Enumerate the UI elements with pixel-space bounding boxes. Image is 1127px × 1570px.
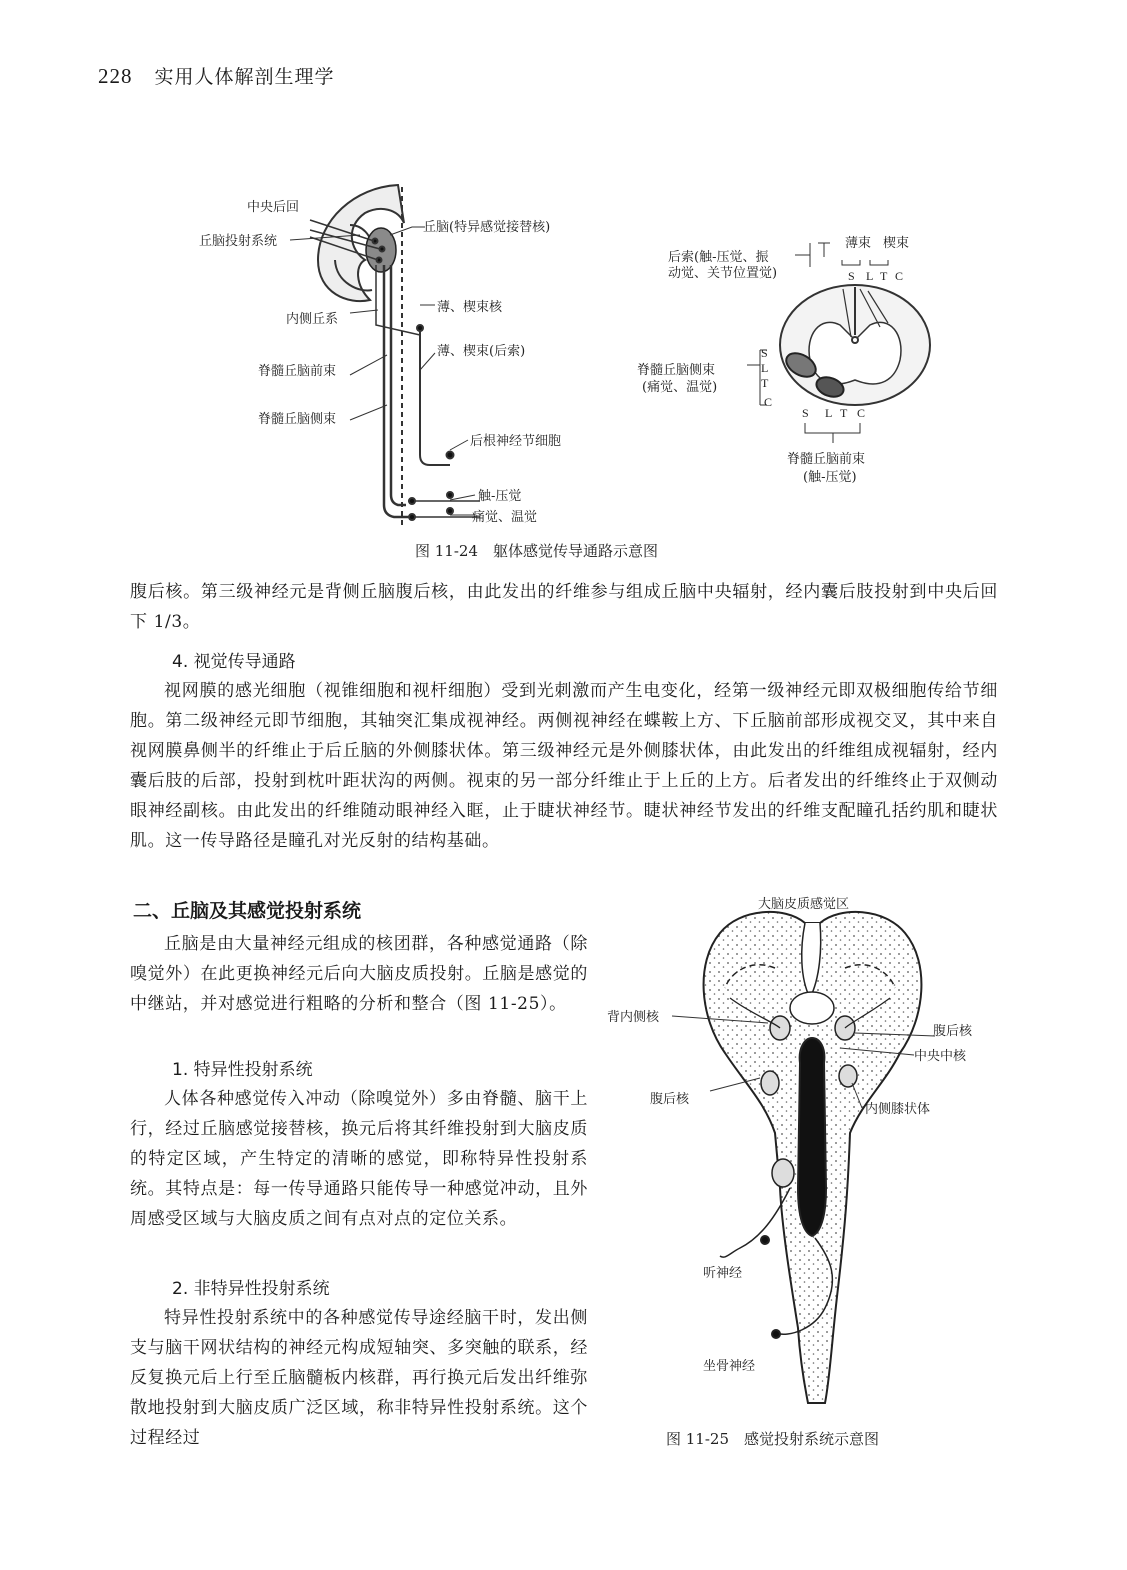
label-posterior-column-line2: 动觉、关节位置觉) — [668, 266, 778, 281]
heading-specific-projection: 1. 特异性投射系统 — [172, 1060, 313, 1080]
heading-nonspecific-projection: 2. 非特异性投射系统 — [172, 1279, 330, 1299]
label-lateral-spinothalamic: 脊髓丘脑侧束 — [258, 412, 337, 427]
label-t-top: T — [880, 269, 888, 283]
label-ventral-posterior-right: 腹后核 — [933, 1024, 973, 1039]
paragraph-specific-projection: 人体各种感觉传入冲动（除嗅觉外）多由脊髓、脑干上行，经过丘脑感觉接替核，换元后将其纤维投射到大脑皮质的特定区域，产生特定的清晰的感觉，即称特异性投射系统。其特点是：每一传导通路只能传导一种感觉冲动，且外周感受区域与大脑皮质之间有点对点的定位关系。 — [130, 1089, 588, 1229]
label-anterior-spinothalamic: 脊髓丘脑前束 — [258, 364, 337, 379]
page-number: 228 — [98, 64, 133, 88]
label-gracile-cuneate-fasciculi: 薄、楔束(后索) — [437, 344, 526, 359]
heading-visual-pathway: 4. 视觉传导通路 — [172, 652, 296, 672]
label-l-top: L — [866, 269, 874, 283]
label-sciatic-nerve: 坐骨神经 — [703, 1359, 756, 1374]
running-header — [98, 62, 335, 89]
label-c-bottom: C — [857, 406, 866, 420]
label-ventral-posterior-left: 腹后核 — [650, 1092, 690, 1107]
label-l-bottom: L — [825, 406, 833, 420]
paragraph-ventral-posterior: 腹后核。第三级神经元是背侧丘脑腹后核，由此发出的纤维参与组成丘脑中央辐射，经内囊后肢投射到中央后回下 1/3。 — [130, 582, 998, 632]
label-anterior-tract-line2: (触-压觉) — [803, 470, 857, 485]
label-gracile-fasciculus: 薄束 — [845, 236, 872, 251]
label-lateral-tract-line1: 脊髓丘脑侧束 — [637, 363, 716, 378]
caption-fig-11-24: 图 11-24 躯体感觉传导通路示意图 — [415, 542, 659, 560]
label-t-side: T — [761, 376, 769, 390]
paragraph-thalamus-intro: 丘脑是由大量神经元组成的核团群，各种感觉通路（除嗅觉外）在此更换神经元后向大脑皮质投射。丘脑是感觉的中继站，并对感觉进行粗略的分析和整合（图 11-25）。 — [130, 934, 588, 1014]
caption-fig-11-25: 图 11-25 感觉投射系统示意图 — [666, 1430, 880, 1448]
label-lateral-tract-line2: (痛觉、温觉) — [642, 380, 718, 395]
label-postcentral-gyrus: 中央后回 — [247, 200, 300, 215]
figure-11-24 — [150, 165, 940, 535]
label-centromedian-nucleus: 中央中核 — [914, 1049, 967, 1064]
label-posterior-column-line1: 后索(触-压觉、振 — [668, 250, 769, 265]
spinal-cord-cross-section — [780, 285, 930, 405]
label-t-bottom: T — [840, 406, 848, 420]
label-cortex-sensory-area: 大脑皮质感觉区 — [758, 897, 850, 912]
label-s-top: S — [848, 269, 855, 283]
brain-stem-drawing — [704, 912, 922, 1403]
label-s-bottom: S — [802, 406, 809, 420]
label-thalamus-relay: 丘脑(特异感觉接替核) — [423, 220, 551, 235]
label-auditory-nerve: 听神经 — [703, 1266, 743, 1281]
section-heading-thalamus: 二、丘脑及其感觉投射系统 — [133, 900, 362, 922]
paragraph-nonspecific-projection: 特异性投射系统中的各种感觉传导途经脑干时，发出侧支与脑干网状结构的神经元构成短轴突、多突触的联系，经反复换元后上行至丘脑髓板内核群，再行换元后发出纤维弥散地投射到大脑皮质广泛区域，称非特异性投射系统。这个过程经过 — [130, 1308, 588, 1448]
label-c-side: C — [764, 395, 773, 409]
label-dorsal-root-ganglion: 后根神经节细胞 — [470, 434, 562, 449]
label-pain-temperature: 痛觉、温觉 — [472, 510, 538, 525]
label-gracile-cuneate-nuclei: 薄、楔束核 — [437, 300, 503, 315]
label-cuneate-fasciculus: 楔束 — [883, 236, 910, 251]
label-thalamic-projection: 丘脑投射系统 — [199, 234, 278, 249]
label-s-side: S — [761, 346, 768, 360]
label-medial-geniculate: 内侧膝状体 — [865, 1102, 931, 1117]
figure-11-25 — [600, 888, 1020, 1408]
label-c-top: C — [895, 269, 904, 283]
label-anterior-tract-line1: 脊髓丘脑前束 — [787, 452, 866, 467]
book-title: 实用人体解剖生理学 — [154, 66, 335, 88]
label-medial-lemniscus: 内侧丘系 — [286, 312, 339, 327]
label-dorsomedial-nucleus: 背内侧核 — [607, 1010, 660, 1025]
paragraph-visual-pathway: 视网膜的感光细胞（视锥细胞和视杆细胞）受到光刺激而产生电变化，经第一级神经元即双极细胞传给节细胞。第二级神经元即节细胞，其轴突汇集成视神经。两侧视神经在蝶鞍上方、下丘脑前部形成视交叉，其中来自视网膜鼻侧半的纤维止于后丘脑的外侧膝状体。第三级神经元是外侧膝状体，由此发出的纤维组成视辐射，经内囊后肢的后部，投射到枕叶距状沟的两侧。视束的另一部分纤维止于上丘的上方。后者发出的纤维终止于双侧动眼神经副核。由此发出的纤维随动眼神经入眶，止于睫状神经节。睫状神经节发出的纤维支配瞳孔括约肌和睫状肌。这一传导路径是瞳孔对光反射的结构基础。 — [130, 681, 998, 851]
label-touch-pressure: 触-压觉 — [478, 489, 522, 504]
label-l-side: L — [761, 361, 769, 375]
